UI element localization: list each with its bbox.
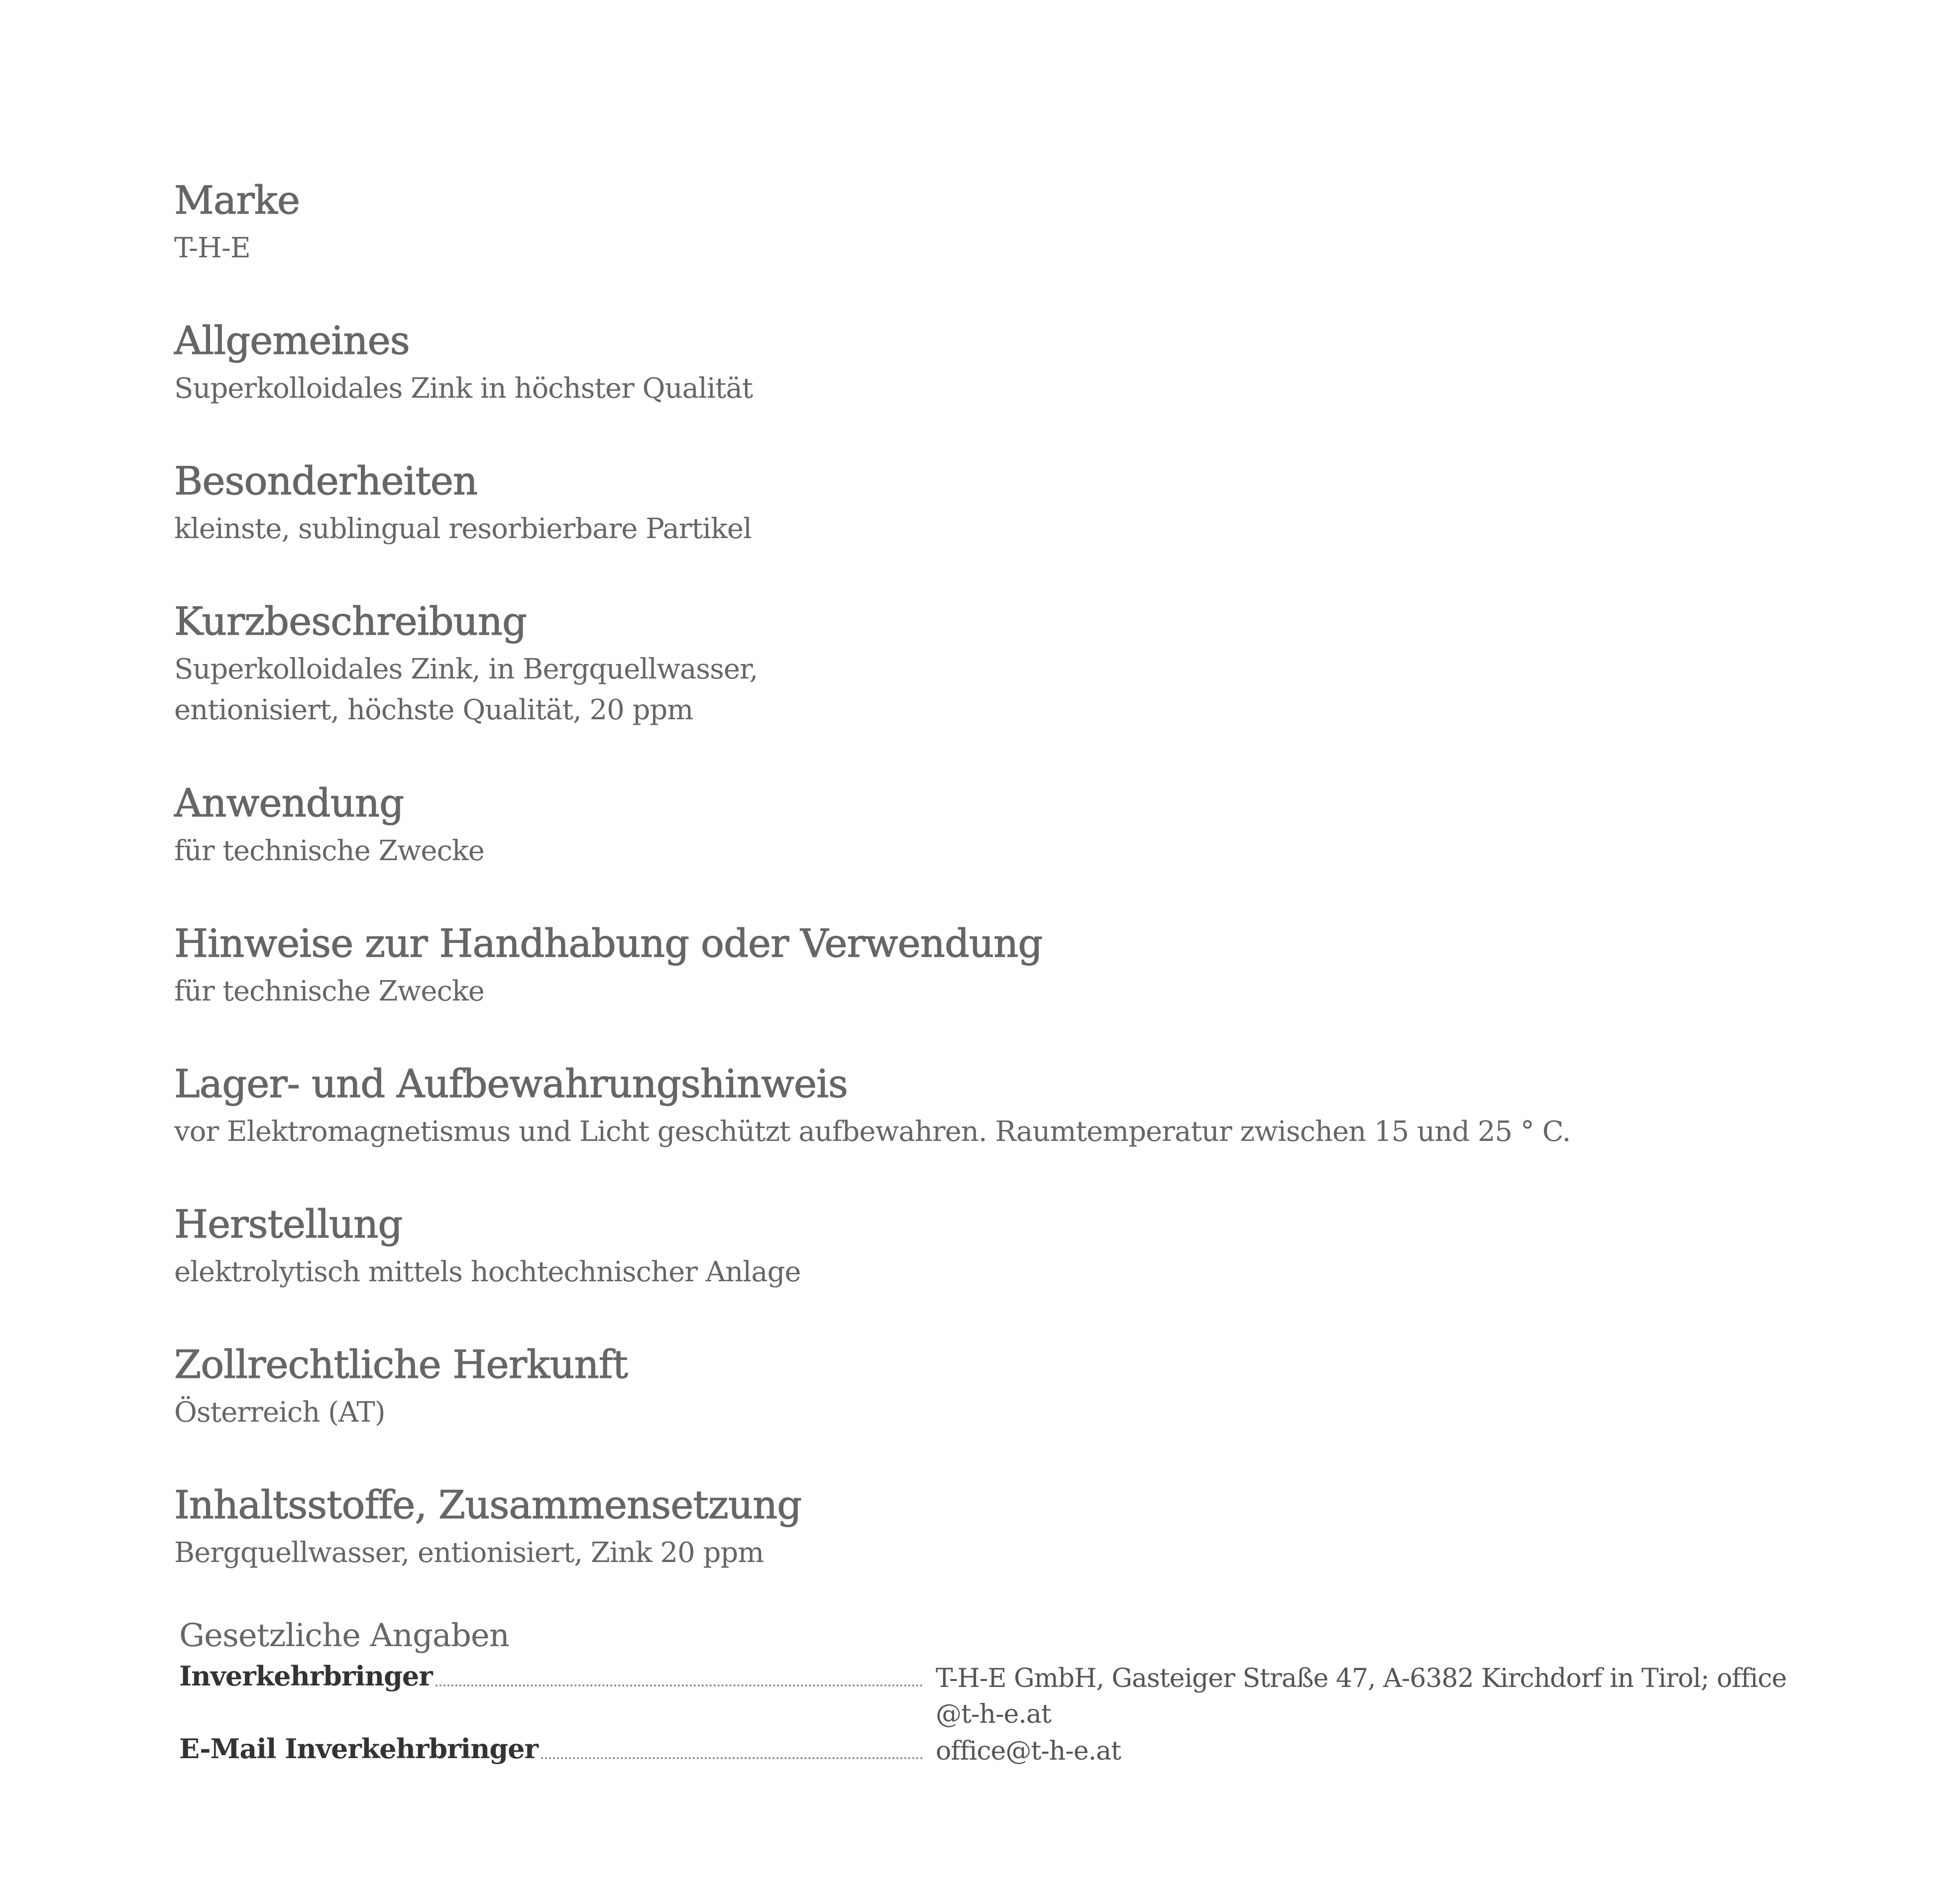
section-heading: Zollrechtliche Herkunft <box>174 1343 628 1387</box>
section-heading: Inhaltsstoffe, Zusammensetzung <box>174 1483 802 1528</box>
legal-title: Gesetzliche Angaben <box>179 1617 509 1654</box>
legal-label: E-Mail Inverkehrbringer <box>179 1733 538 1765</box>
section-inhaltsstoffe <box>174 1478 1817 1618</box>
section-value: Bergquellwasser, entionisiert, Zink 20 ppm <box>174 1537 764 1569</box>
section-heading: Hinweise zur Handhabung oder Verwendung <box>174 921 1043 966</box>
section-heading: Marke <box>174 178 300 223</box>
section-heading: Allgemeines <box>174 319 410 363</box>
section-besonderheiten <box>174 454 1817 594</box>
legal-label: Inverkehrbringer <box>179 1660 433 1692</box>
section-value: elektrolytisch mittels hochtechnischer Anlage <box>174 1256 801 1288</box>
section-heading: Lager- und Aufbewahrungshinweis <box>174 1062 848 1107</box>
legal-value: T-H-E GmbH, Gasteiger Straße 47, A-6382 Kirchdorf in Tirol; office@t-h-e.at <box>936 1664 1787 1729</box>
section-value: T-H-E <box>174 232 250 264</box>
legal-value: office@t-h-e.at <box>936 1736 1121 1766</box>
legal-row-inverkehrbringer <box>179 1658 1792 1730</box>
legal-key-wrap <box>179 1658 926 1694</box>
section-heading: Herstellung <box>174 1202 403 1247</box>
product-details <box>174 173 1817 1618</box>
section-heading: Besonderheiten <box>174 459 478 504</box>
section-allgemeines <box>174 314 1817 454</box>
section-lager <box>174 1057 1817 1197</box>
section-value: vor Elektromagnetismus und Licht geschützt aufbewahren. Raumtemperatur zwischen 15 und 25 ° C. <box>174 1116 1571 1148</box>
legal-key-wrap <box>179 1730 926 1767</box>
section-value: kleinste, sublingual resorbierbare Partikel <box>174 513 752 545</box>
section-anwendung <box>174 776 1817 916</box>
legal-row-email <box>179 1730 1792 1770</box>
section-value: Österreich (AT) <box>174 1396 385 1429</box>
section-herstellung <box>174 1197 1817 1338</box>
section-hinweise <box>174 916 1817 1057</box>
section-value: für technische Zwecke <box>174 835 484 867</box>
section-marke <box>174 173 1817 314</box>
section-kurzbeschreibung <box>174 594 1817 776</box>
section-heading: Anwendung <box>174 781 404 826</box>
dotted-leader <box>541 1757 923 1759</box>
section-value: für technische Zwecke <box>174 975 484 1007</box>
section-value: Superkolloidales Zink, in Bergquellwasser, entionisiert, höchste Qualität, 20 ppm <box>174 653 758 726</box>
section-heading: Kurzbeschreibung <box>174 599 527 644</box>
section-herkunft <box>174 1338 1817 1478</box>
dotted-leader <box>436 1684 923 1686</box>
section-value: Superkolloidales Zink in höchster Qualität <box>174 372 753 405</box>
legal-information <box>179 1614 1792 1770</box>
